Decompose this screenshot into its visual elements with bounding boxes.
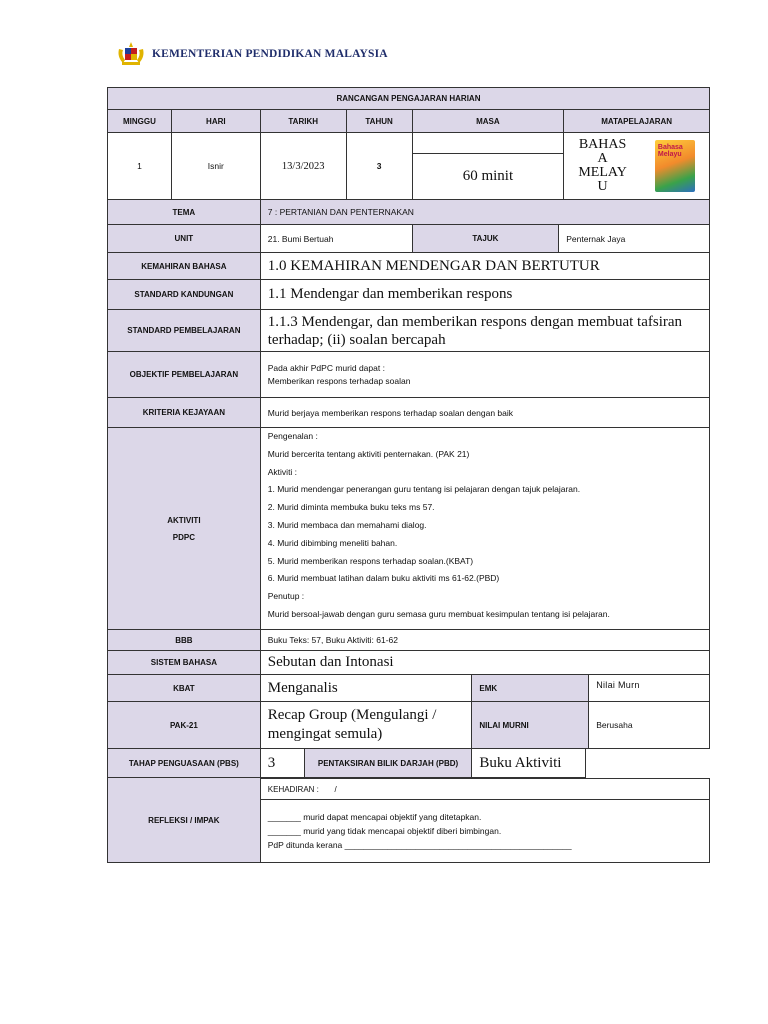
list-item: Penutup : bbox=[267, 591, 305, 602]
masa-value: 60 minit bbox=[462, 168, 514, 184]
coat-of-arms-icon bbox=[116, 41, 146, 67]
tahun-value: 3 bbox=[347, 133, 413, 200]
bbb-label: BBB bbox=[108, 630, 261, 651]
list-item: Pengenalan : bbox=[267, 431, 318, 441]
objektif-line-1: Pada akhir PdPC murid dapat : bbox=[267, 362, 385, 373]
header-hari: HARI bbox=[172, 110, 261, 133]
unit-label: UNIT bbox=[108, 225, 261, 253]
kehadiran-line: KEHADIRAN : / bbox=[261, 779, 709, 800]
empty-cell bbox=[586, 749, 710, 778]
kbat-value: Menganalis bbox=[261, 675, 473, 702]
minggu-value: 1 bbox=[108, 133, 172, 200]
emk-label: EMK bbox=[472, 675, 589, 702]
list-item: 3. Murid membaca dan memahami dialog. bbox=[267, 519, 427, 530]
aktiviti-list bbox=[261, 428, 710, 630]
subject-name: BAHAS A MELAY U bbox=[578, 137, 627, 194]
tahap-label: TAHAP PENGUASAAN (PBS) bbox=[108, 749, 261, 778]
emk-value: Nilai Murn bbox=[589, 675, 710, 702]
ministry-name: KEMENTERIAN PENDIDIKAN MALAYSIA bbox=[152, 48, 388, 60]
header-tahun: TAHUN bbox=[347, 110, 413, 133]
nilai-murni-label: NILAI MURNI bbox=[472, 702, 589, 749]
header-minggu: MINGGU bbox=[108, 110, 172, 133]
objektif-label: OBJEKTIF PEMBELAJARAN bbox=[108, 352, 261, 398]
kriteria-value: Murid berjaya memberikan respons terhadap soalan dengan baik bbox=[261, 398, 710, 428]
tema-label: TEMA bbox=[108, 200, 261, 225]
list-item: 1. Murid mendengar penerangan guru tentang isi pelajaran dengan tajuk pelajaran. bbox=[267, 484, 581, 495]
list-item: Aktiviti : bbox=[267, 466, 298, 477]
tajuk-label: TAJUK bbox=[413, 225, 560, 253]
standard-pembelajaran-label: STANDARD PEMBELAJARAN bbox=[108, 310, 261, 352]
aktiviti-label: AKTIVITI PDPC bbox=[108, 428, 261, 630]
bbb-value: Buku Teks: 57, Buku Aktiviti: 61-62 bbox=[261, 630, 710, 651]
standard-kandungan-value: 1.1 Mendengar dan memberikan respons bbox=[261, 280, 710, 310]
refleksi-label: REFLEKSI / IMPAK bbox=[108, 778, 261, 863]
pak21-value: Recap Group (Mengulangi / mengingat semula) bbox=[261, 702, 473, 749]
unit-value: 21. Bumi Bertuah bbox=[261, 225, 413, 253]
kemahiran-value: 1.0 KEMAHIRAN MENDENGAR DAN BERTUTUR bbox=[261, 253, 710, 280]
tarikh-value: 13/3/2023 bbox=[261, 133, 347, 200]
header bbox=[116, 40, 388, 68]
refleksi-line-1: _______ murid dapat mencapai objektif yang ditetapkan. bbox=[267, 812, 482, 822]
sistem-bahasa-label: SISTEM BAHASA bbox=[108, 651, 261, 675]
kbat-label: KBAT bbox=[108, 675, 261, 702]
list-item: 5. Murid memberikan respons terhadap soalan.(KBAT) bbox=[267, 555, 474, 566]
refleksi-line-2: _______ murid yang tidak mencapai objektif diberi bimbingan. bbox=[267, 826, 502, 836]
standard-kandungan-label: STANDARD KANDUNGAN bbox=[108, 280, 261, 310]
pbd-value: Buku Aktiviti bbox=[472, 749, 586, 778]
lesson-plan-table bbox=[107, 87, 710, 863]
tema-value: 7 : PERTANIAN DAN PENTERNAKAN bbox=[261, 200, 710, 225]
kriteria-label: KRITERIA KEJAYAAN bbox=[108, 398, 261, 428]
pak21-label: PAK-21 bbox=[108, 702, 261, 749]
nilai-murni-value: Berusaha bbox=[589, 702, 710, 749]
pbd-label: PENTAKSIRAN BILIK DARJAH (PBD) bbox=[305, 749, 473, 778]
table-title: RANCANGAN PENGAJARAN HARIAN bbox=[108, 88, 710, 110]
kemahiran-label: KEMAHIRAN BAHASA bbox=[108, 253, 261, 280]
header-matapelajaran: MATAPELAJARAN bbox=[564, 110, 710, 133]
sistem-bahasa-value: Sebutan dan Intonasi bbox=[261, 651, 710, 675]
objektif-line-2: Memberikan respons terhadap soalan bbox=[267, 375, 411, 386]
list-item: 6. Murid membuat latihan dalam buku aktiviti ms 61-62.(PBD) bbox=[267, 573, 500, 584]
header-tarikh: TARIKH bbox=[261, 110, 347, 133]
standard-pembelajaran-value: 1.1.3 Mendengar, dan memberikan respons dengan membuat tafsiran terhadap; (ii) soalan bercapah bbox=[261, 310, 710, 352]
header-masa: MASA bbox=[413, 110, 565, 133]
hari-value: Isnir bbox=[172, 133, 261, 200]
list-item: 2. Murid diminta membuka buku teks ms 57. bbox=[267, 502, 435, 513]
list-item: Murid bersoal-jawab dengan guru semasa guru membuat kesimpulan tentang isi pelajaran. bbox=[267, 608, 610, 619]
masa-empty bbox=[413, 133, 564, 154]
refleksi-line-3: PdP ditunda kerana ________________________________________________ bbox=[267, 840, 572, 850]
textbook-cover-image: Bahasa Melayu bbox=[655, 140, 695, 192]
list-item: 4. Murid dibimbing meneliti bahan. bbox=[267, 537, 398, 548]
tahap-value: 3 bbox=[261, 749, 305, 778]
tajuk-value: Penternak Jaya bbox=[559, 225, 710, 253]
list-item: Murid bercerita tentang aktiviti penternakan. (PAK 21) bbox=[267, 448, 470, 459]
